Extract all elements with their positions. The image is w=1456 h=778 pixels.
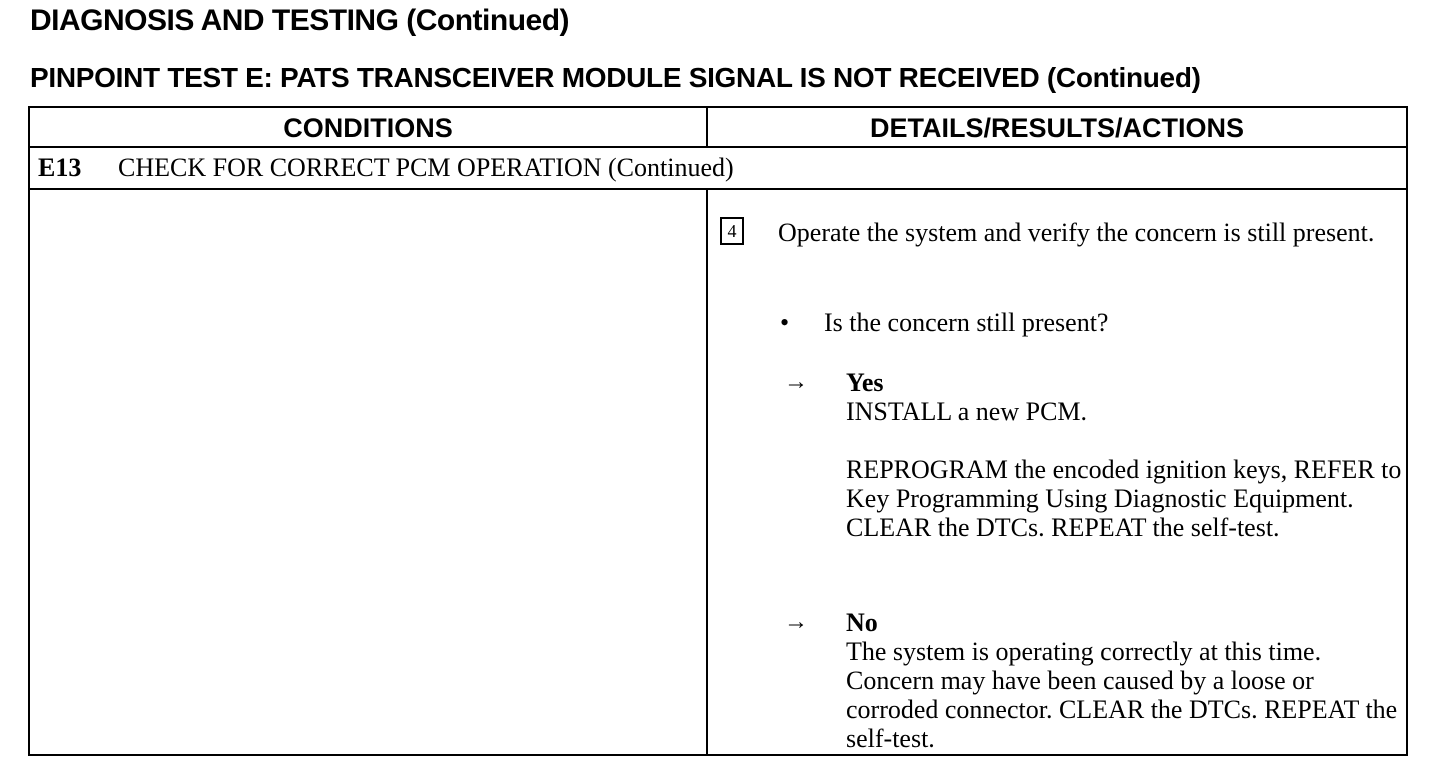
pinpoint-test-title: PINPOINT TEST E: PATS TRANSCEIVER MODULE SIGNAL IS NOT RECEIVED (Continued) — [30, 62, 1201, 93]
substep-number-box: 4 — [720, 217, 744, 245]
question-text: Is the concern still present? — [824, 308, 1109, 337]
arrow-right-icon: → — [784, 609, 808, 635]
step-id: E13 — [38, 153, 82, 182]
yes-label: Yes — [846, 368, 884, 397]
bullet-icon: • — [780, 308, 790, 337]
no-action-text: The system is operating correctly at this time. Concern may have been caused by a loose or corroded connector. CLEAR the DTCs. REPEAT the self-test. — [846, 637, 1398, 753]
question-row — [780, 308, 1108, 337]
diagnostic-table — [28, 106, 1408, 756]
yes-answer-block — [846, 368, 1406, 542]
yes-action-install: INSTALL a new PCM. — [846, 397, 1088, 426]
details-header: DETAILS/RESULTS/ACTIONS — [869, 113, 1244, 143]
column-divider-bottom — [706, 190, 708, 754]
no-answer-block — [846, 608, 1406, 753]
arrow-right-icon: → — [784, 369, 808, 395]
no-label: No — [846, 608, 878, 637]
yes-action-reprogram: REPROGRAM the encoded ignition keys, REFER to Key Programming Using Diagnostic Equipment. CLEAR the DTCs. REPEAT the self-test. — [846, 455, 1402, 542]
page-title: DIAGNOSIS AND TESTING (Continued) — [30, 4, 570, 37]
substep-instruction: Operate the system and verify the concern is still present. — [778, 218, 1375, 247]
step-title: CHECK FOR CORRECT PCM OPERATION (Continued) — [118, 153, 734, 182]
step-row — [30, 148, 1406, 190]
column-divider-top — [706, 108, 708, 148]
conditions-header: CONDITIONS — [283, 113, 453, 143]
table-header-row — [30, 108, 1406, 148]
